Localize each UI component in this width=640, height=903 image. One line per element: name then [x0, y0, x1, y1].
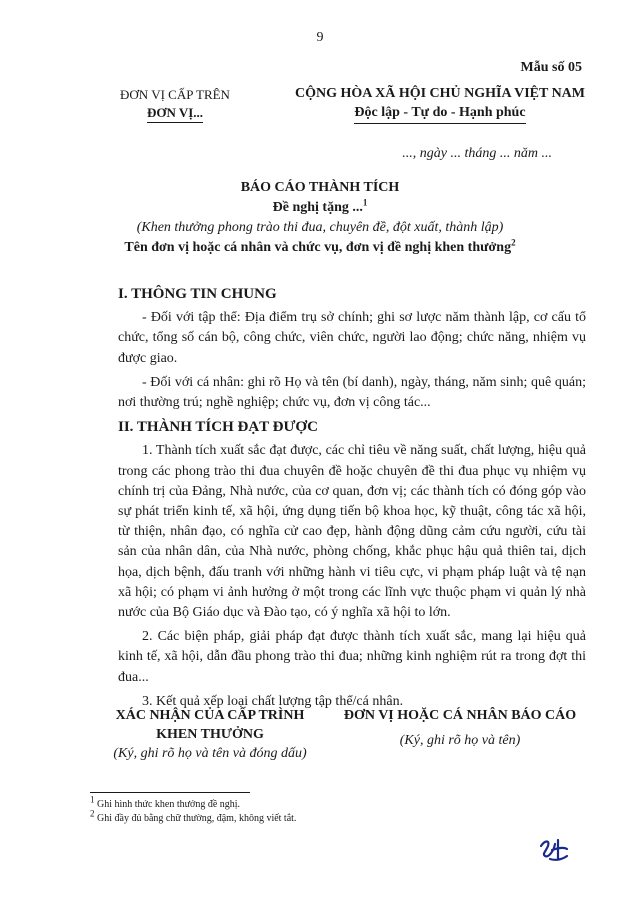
issuing-unit-header: [100, 86, 250, 123]
section2-achievements-paragraph: 1. Thành tích xuất sắc đạt được, các chỉ tiêu về năng suất, chất lượng, hiệu quả trong các phong trào thi đua chuyên đề hoặc chuyên đề thi đua phục vụ nhiệm vụ chính trị của Đảng, Nhà nước, của cơ quan, đơn vị; các thành tích có đóng góp vào sự phát triển kinh tế, xã hội, ứng dụng tiến bộ khoa học, kỹ thuật, công tác xã hội, từ thiện, nhân đạo, có nghĩa cử cao đẹp, hành động dũng cảm cứu người, cứu tài sản của nhân dân, của Nhà nước, phòng chống, khắc phục hậu quả thiên tai, dịch họa, dịch bệnh, đấu tranh với những hành vi tiêu cực, vi phạm pháp luật và tệ nạn xã hội; có phạm vi ảnh hưởng ở một trong các lĩnh vực thuộc phạm vi quản lý nhà nước của Bộ Giáo dục và Đào tạo, có ý nghĩa xã hội to lớn.: [118, 443, 586, 621]
country-name: CỘNG HÒA XÃ HỘI CHỦ NGHĨA VIỆT NAM: [294, 86, 585, 101]
report-title: BÁO CÁO THÀNH TÍCH: [240, 180, 400, 195]
footnote-ref-1: 1: [362, 197, 368, 208]
nominee-line: [0, 238, 640, 258]
nominee-line-text: Tên đơn vị hoặc cá nhân và chức vụ, đơn vị đề nghị khen thưởng: [124, 240, 512, 255]
footnote-2: [90, 808, 540, 825]
section1-heading: I. THÔNG TIN CHUNG: [118, 286, 277, 302]
reporter-title: ĐƠN VỊ HOẶC CÁ NHÂN BÁO CÁO: [343, 708, 577, 723]
unit-label: ĐƠN VỊ...: [147, 104, 203, 123]
footnote-1-mark: 1: [90, 794, 95, 805]
award-proposal-text: Đề nghị tặng ...: [272, 200, 363, 215]
section2-heading: II. THÀNH TÍCH ĐẠT ĐƯỢC: [118, 419, 318, 436]
confirming-authority-title-1: XÁC NHẬN CỦA CẤP TRÌNH: [115, 708, 305, 723]
footnote-2-text: Ghi đầy đủ bằng chữ thường, đậm, không viết tắt.: [97, 813, 297, 824]
footnote-1-text: Ghi hình thức khen thưởng đề nghị.: [97, 799, 241, 810]
section1-collective-paragraph: - Đối với tập thể: Địa điểm trụ sở chính; ghi sơ lược năm thành lập, cơ cấu tổ chức, tổng số cán bộ, công chức, viên chức, người lao động; chức năng, nhiệm vụ được giao.: [118, 310, 586, 366]
footnote-2-mark: 2: [90, 808, 95, 819]
section2-rating-paragraph: 3. Kết quả xếp loại chất lượng tập thể/cá nhân.: [142, 693, 404, 709]
award-proposal: [0, 198, 640, 218]
form-number: Mẫu số 05: [520, 60, 582, 75]
title-block: [0, 178, 640, 258]
footnote-ref-2: 2: [511, 237, 516, 248]
confirming-authority-title-2: KHEN THƯỞNG: [156, 727, 264, 742]
reporter-signature: [330, 706, 590, 750]
date-line: ..., ngày ... tháng ... năm ...: [402, 146, 552, 161]
confirming-authority-signature: [80, 706, 340, 763]
national-header: [290, 84, 590, 124]
confirming-authority-note: (Ký, ghi rõ họ và tên và đóng dấu): [113, 746, 307, 761]
footnote-divider: [90, 792, 250, 793]
national-motto: Độc lập - Tự do - Hạnh phúc: [354, 103, 525, 124]
report-body: [118, 284, 586, 716]
parent-unit-label: ĐƠN VỊ CẤP TRÊN: [120, 87, 230, 102]
section2-measures-paragraph: 2. Các biện pháp, giải pháp đạt được thành tích xuất sắc, mang lại hiệu quả kinh tế, xã hội, dẫn đầu phong trào thi đua; những kinh nghiệm rút ra trong đợt thi đua...: [118, 629, 586, 685]
award-type-note: (Khen thưởng phong trào thi đua, chuyên đề, đột xuất, thành lập): [136, 220, 504, 235]
page-number: 9: [316, 30, 324, 45]
footnote-1: [90, 794, 540, 811]
reporter-note: (Ký, ghi rõ họ và tên): [399, 733, 521, 748]
handwritten-initials-icon: [536, 832, 570, 866]
section1-individual-paragraph: - Đối với cá nhân: ghi rõ Họ và tên (bí danh), ngày, tháng, năm sinh; quê quán; nơi thường trú; nghề nghiệp; chức vụ, đơn vị công tác...: [118, 374, 586, 411]
